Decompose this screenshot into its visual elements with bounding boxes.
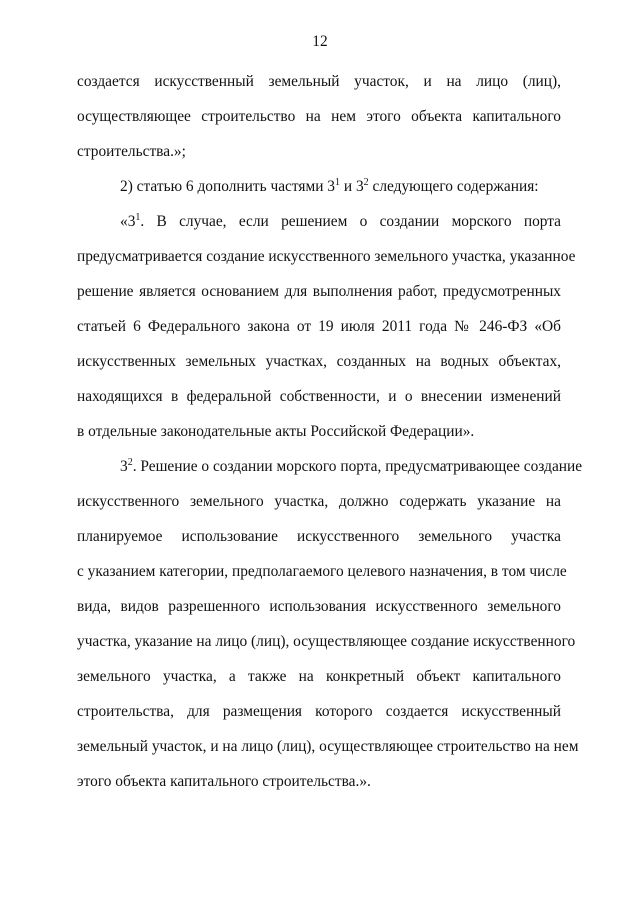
text-line: земельный участок, и на лицо (лиц), осуществляющее строительство на нем	[77, 738, 579, 755]
text-line: предусматривается создание искусственного земельного участка, указанное	[77, 248, 576, 265]
text-line: строительства.»;	[77, 143, 186, 160]
text-line: искусственного земельного участка, должно содержать указание на	[77, 493, 561, 510]
text-line: в отдельные законодательные акты Российской Федерации».	[77, 423, 475, 440]
text-line: искусственных земельных участках, созданных на водных объектах,	[77, 353, 561, 370]
text-line: находящихся в федеральной собственности, и о внесении изменений	[77, 388, 561, 405]
text-line: осуществляющее строительство на нем этого объекта капитального	[77, 108, 561, 125]
text-line: создается искусственный земельный участок, и на лицо (лиц),	[77, 73, 561, 90]
text-line: вида, видов разрешенного использования искусственного земельного	[77, 598, 561, 615]
text-line-amendment-2: 2) статью 6 дополнить частями $3^1$ и $3^2$ следующего содержания:	[120, 177, 539, 195]
text-line: с указанием категории, предполагаемого целевого назначения, в том числе	[77, 563, 567, 580]
page-number: 12	[312, 33, 328, 50]
text-line: решение является основанием для выполнения работ, предусмотренных	[77, 283, 561, 300]
text-line: статьей 6 Федерального закона от 19 июля 2011 года № 246-ФЗ «Об	[77, 318, 561, 335]
text-line: участка, указание на лицо (лиц), осуществляющее создание искусственного	[77, 633, 576, 650]
text-line-part-3-2: $3^2$. Решение о создании морского порта, предусматривающее создание	[120, 457, 583, 475]
text-line: планируемое использование искусственного земельного участка	[77, 528, 561, 545]
text-line: строительства, для размещения которого создается искусственный	[77, 703, 561, 720]
text-line: этого объекта капитального строительства.».	[77, 773, 371, 790]
text-line: земельного участка, а также на конкретный объект капитального	[77, 668, 561, 685]
text-line-part-3-1: «$3^1$. В случае, если решением о создании морского порта	[120, 212, 561, 230]
